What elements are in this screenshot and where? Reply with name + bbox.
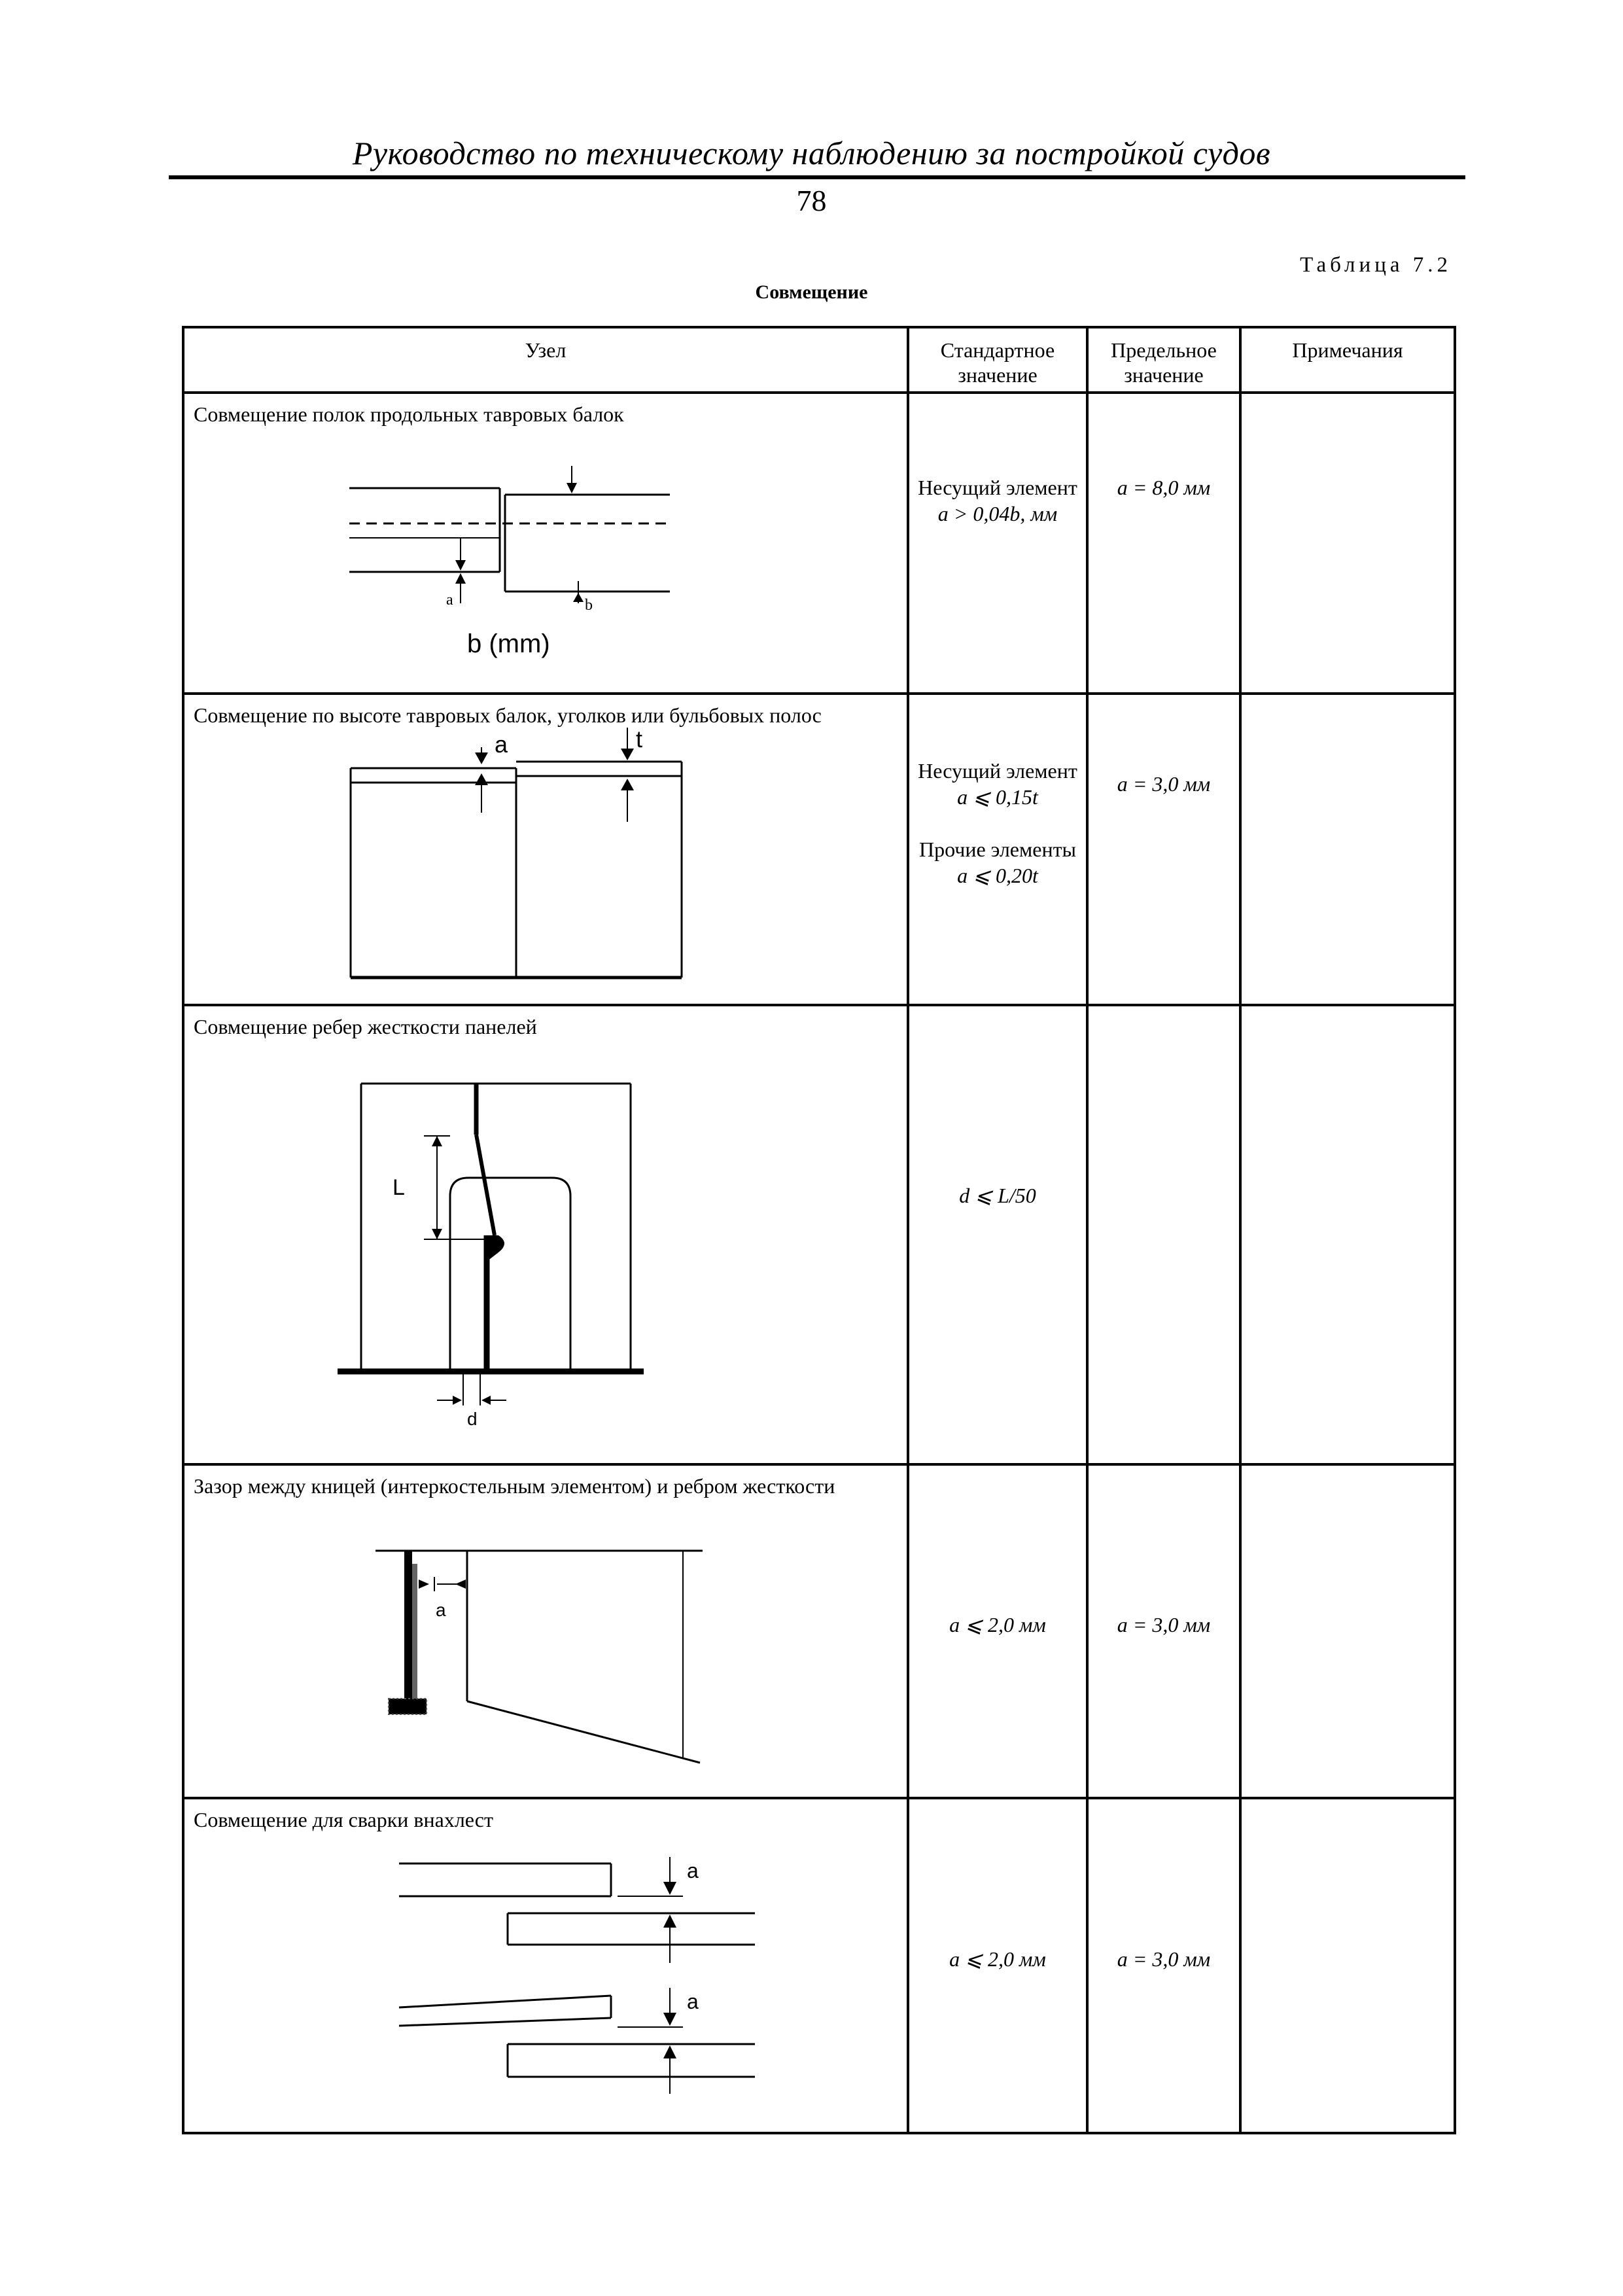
notes-cell	[1240, 1005, 1455, 1464]
standard-value-cell	[908, 1005, 1087, 1464]
standard-value-cell	[908, 1464, 1087, 1798]
standard-value-cell	[908, 694, 1087, 1005]
column-header-limit: Предельное значение	[1087, 327, 1240, 393]
standard-formula: a ⩽ 0,20t	[957, 864, 1038, 887]
bracket-gap-diagram	[186, 1498, 905, 1780]
node-cell	[183, 1005, 908, 1464]
row-label: Совмещение полок продольных тавровых балок	[194, 402, 624, 426]
table-caption: Совмещение	[755, 281, 868, 303]
limit-value-cell	[1087, 1798, 1240, 2133]
limit-value-cell	[1087, 1005, 1240, 1464]
lap-weld-diagram	[186, 1832, 905, 2120]
node-cell	[183, 694, 908, 1005]
limit-value: a = 3,0 мм	[1117, 1613, 1211, 1636]
row-label: Совмещение для сварки внахлест	[194, 1808, 493, 1831]
table-row	[183, 1464, 1455, 1798]
figure-label-a: a	[446, 592, 453, 609]
table-number: Таблица 7.2	[1300, 253, 1452, 277]
page-number: 78	[796, 184, 827, 217]
alignment-table	[182, 326, 1456, 2134]
column-header-standard: Стандартное значение	[908, 327, 1087, 393]
limit-value-cell	[1087, 1464, 1240, 1798]
table-row	[183, 694, 1455, 1005]
table-row	[183, 1798, 1455, 2133]
node-cell	[183, 1798, 908, 2133]
table-row	[183, 393, 1455, 694]
notes-cell	[1240, 393, 1455, 694]
standard-formula: a ⩽ 0,15t	[957, 785, 1038, 809]
figure-label-a: a	[495, 731, 508, 758]
document-header-title: Руководство по техническому наблюдению за постройкой судов	[352, 135, 1271, 171]
limit-value-cell	[1087, 694, 1240, 1005]
standard-formula: a ⩽ 2,0 мм	[949, 1613, 1046, 1636]
row-label: Зазор между кницей (интеркостельным элементом) и ребром жесткости	[194, 1474, 835, 1498]
standard-formula: a > 0,04b, мм	[937, 502, 1058, 525]
figure-label-d: d	[467, 1409, 478, 1429]
notes-cell	[1240, 1798, 1455, 2133]
row-label: Совмещение ребер жесткости панелей	[194, 1015, 537, 1038]
limit-value-cell	[1087, 393, 1240, 694]
notes-cell	[1240, 1464, 1455, 1798]
figure-label-t: t	[636, 728, 643, 752]
standard-line: Прочие элементы	[918, 838, 1077, 861]
figure-label-a: a	[436, 1600, 446, 1620]
standard-value-cell	[908, 1798, 1087, 2133]
header-rule	[169, 175, 1465, 179]
standard-value-cell	[908, 393, 1087, 694]
table-row	[183, 1005, 1455, 1464]
node-cell	[183, 393, 908, 694]
figure-label-a: a	[687, 1859, 699, 1882]
figure-label-L: L	[393, 1175, 405, 1200]
node-cell	[183, 1464, 908, 1798]
figure-label-a: a	[687, 1990, 699, 2013]
limit-value: a = 3,0 мм	[1117, 772, 1211, 796]
standard-formula: d ⩽ L/50	[959, 1184, 1036, 1207]
limit-value: a = 8,0 мм	[1117, 476, 1211, 499]
standard-line: Несущий элемент	[918, 759, 1077, 783]
figure-label-b-mm: b (mm)	[467, 629, 550, 658]
stiffener-alignment-diagram	[186, 1039, 905, 1445]
notes-cell	[1240, 694, 1455, 1005]
table-header-row	[183, 327, 1455, 393]
height-alignment-diagram	[186, 728, 905, 989]
column-header-node: Узел	[183, 327, 908, 393]
figure-label-b: b	[585, 597, 593, 614]
standard-line: Несущий элемент	[918, 476, 1077, 499]
standard-formula: a ⩽ 2,0 мм	[949, 1947, 1046, 1971]
row-label: Совмещение по высоте тавровых балок, уголков или бульбовых полос	[194, 703, 822, 727]
limit-value: a = 3,0 мм	[1117, 1947, 1211, 1971]
flange-alignment-diagram	[186, 427, 905, 669]
column-header-notes: Примечания	[1240, 327, 1455, 393]
